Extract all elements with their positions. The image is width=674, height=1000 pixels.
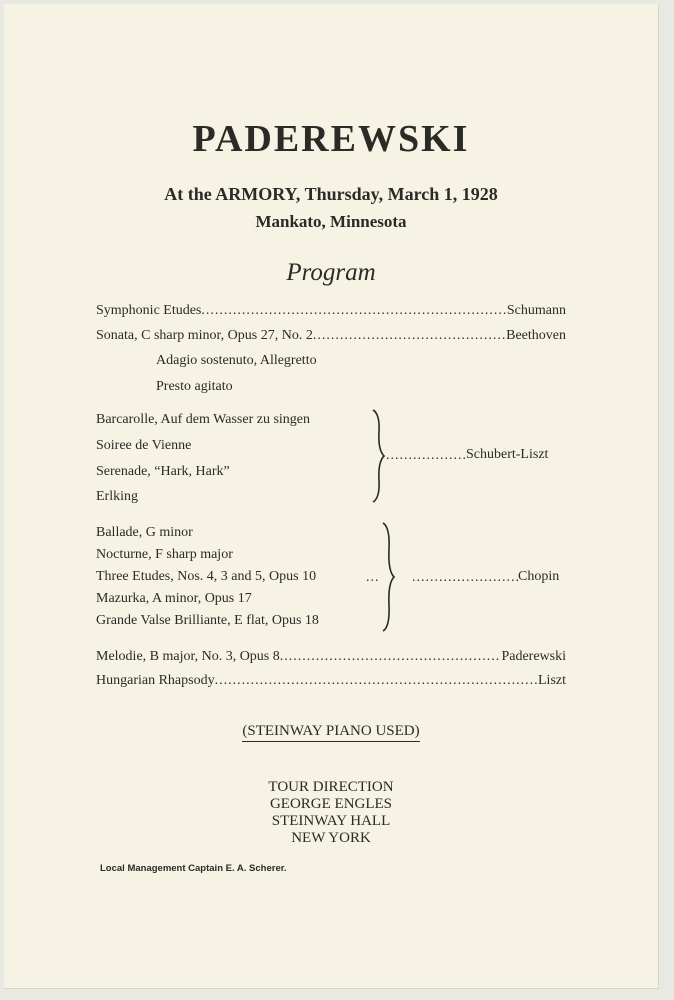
group-piece: Erlking: [96, 489, 138, 504]
composer-name: Chopin: [518, 569, 560, 584]
group-piece: Mazurka, A minor, Opus 17: [96, 591, 252, 606]
program-entry: [96, 328, 566, 344]
dot-leader: [386, 448, 466, 464]
group-piece: Grande Valse Brilliante, E flat, Opus 18: [96, 613, 319, 628]
dot-leader: [366, 570, 380, 586]
dot-leader: [412, 570, 518, 586]
tour-line: NEW YORK: [291, 830, 371, 846]
right-brace-icon: [370, 408, 386, 504]
program-heading: Program: [286, 259, 376, 286]
group-piece: Barcarolle, Auf dem Wasser zu singen: [96, 412, 310, 427]
piece-title: Symphonic Etudes: [96, 303, 202, 318]
group-piece: Soiree de Vienne: [96, 438, 192, 453]
piece-title: Hungarian Rhapsody: [96, 673, 215, 688]
program-entry: [96, 303, 566, 319]
page-title: PADEREWSKI: [192, 118, 470, 160]
dot-leader: [313, 328, 506, 344]
venue-line: At the ARMORY, Thursday, March 1, 1928: [164, 184, 498, 204]
group-piece: Serenade, “Hark, Hark”: [96, 464, 230, 479]
movement-line: Adagio sostenuto, Allegretto: [156, 353, 317, 368]
tour-line: TOUR DIRECTION: [268, 779, 394, 795]
dot-leader: [280, 649, 502, 665]
group-piece: Nocturne, F sharp major: [96, 547, 233, 562]
composer-name: Liszt: [538, 673, 566, 688]
program-entry: [96, 649, 566, 665]
composer-name: Paderewski: [501, 649, 566, 664]
movement-line: Presto agitato: [156, 379, 233, 394]
composer-name: Beethoven: [506, 328, 566, 343]
piece-title: Melodie, B major, No. 3, Opus 8: [96, 649, 280, 664]
dot-leader: [201, 303, 507, 319]
local-management: Local Management Captain E. A. Scherer.: [100, 863, 287, 874]
program-sheet: [4, 4, 658, 988]
program-entry: [96, 673, 566, 689]
tour-line: STEINWAY HALL: [271, 813, 391, 829]
piano-note: [4, 723, 658, 740]
group-piece: Three Etudes, Nos. 4, 3 and 5, Opus 10: [96, 569, 317, 584]
piano-note-text: (STEINWAY PIANO USED): [242, 723, 419, 742]
tour-line: GEORGE ENGLES: [269, 796, 393, 812]
composer-name: Schubert-Liszt: [466, 447, 549, 462]
composer-name: Schumann: [506, 303, 566, 318]
group-piece: Ballade, G minor: [96, 525, 193, 540]
piece-title: Sonata, C sharp minor, Opus 27, No. 2: [96, 328, 313, 343]
right-brace-icon: [380, 521, 396, 633]
city-line: Mankato, Minnesota: [255, 212, 407, 231]
dot-leader: [215, 673, 538, 689]
